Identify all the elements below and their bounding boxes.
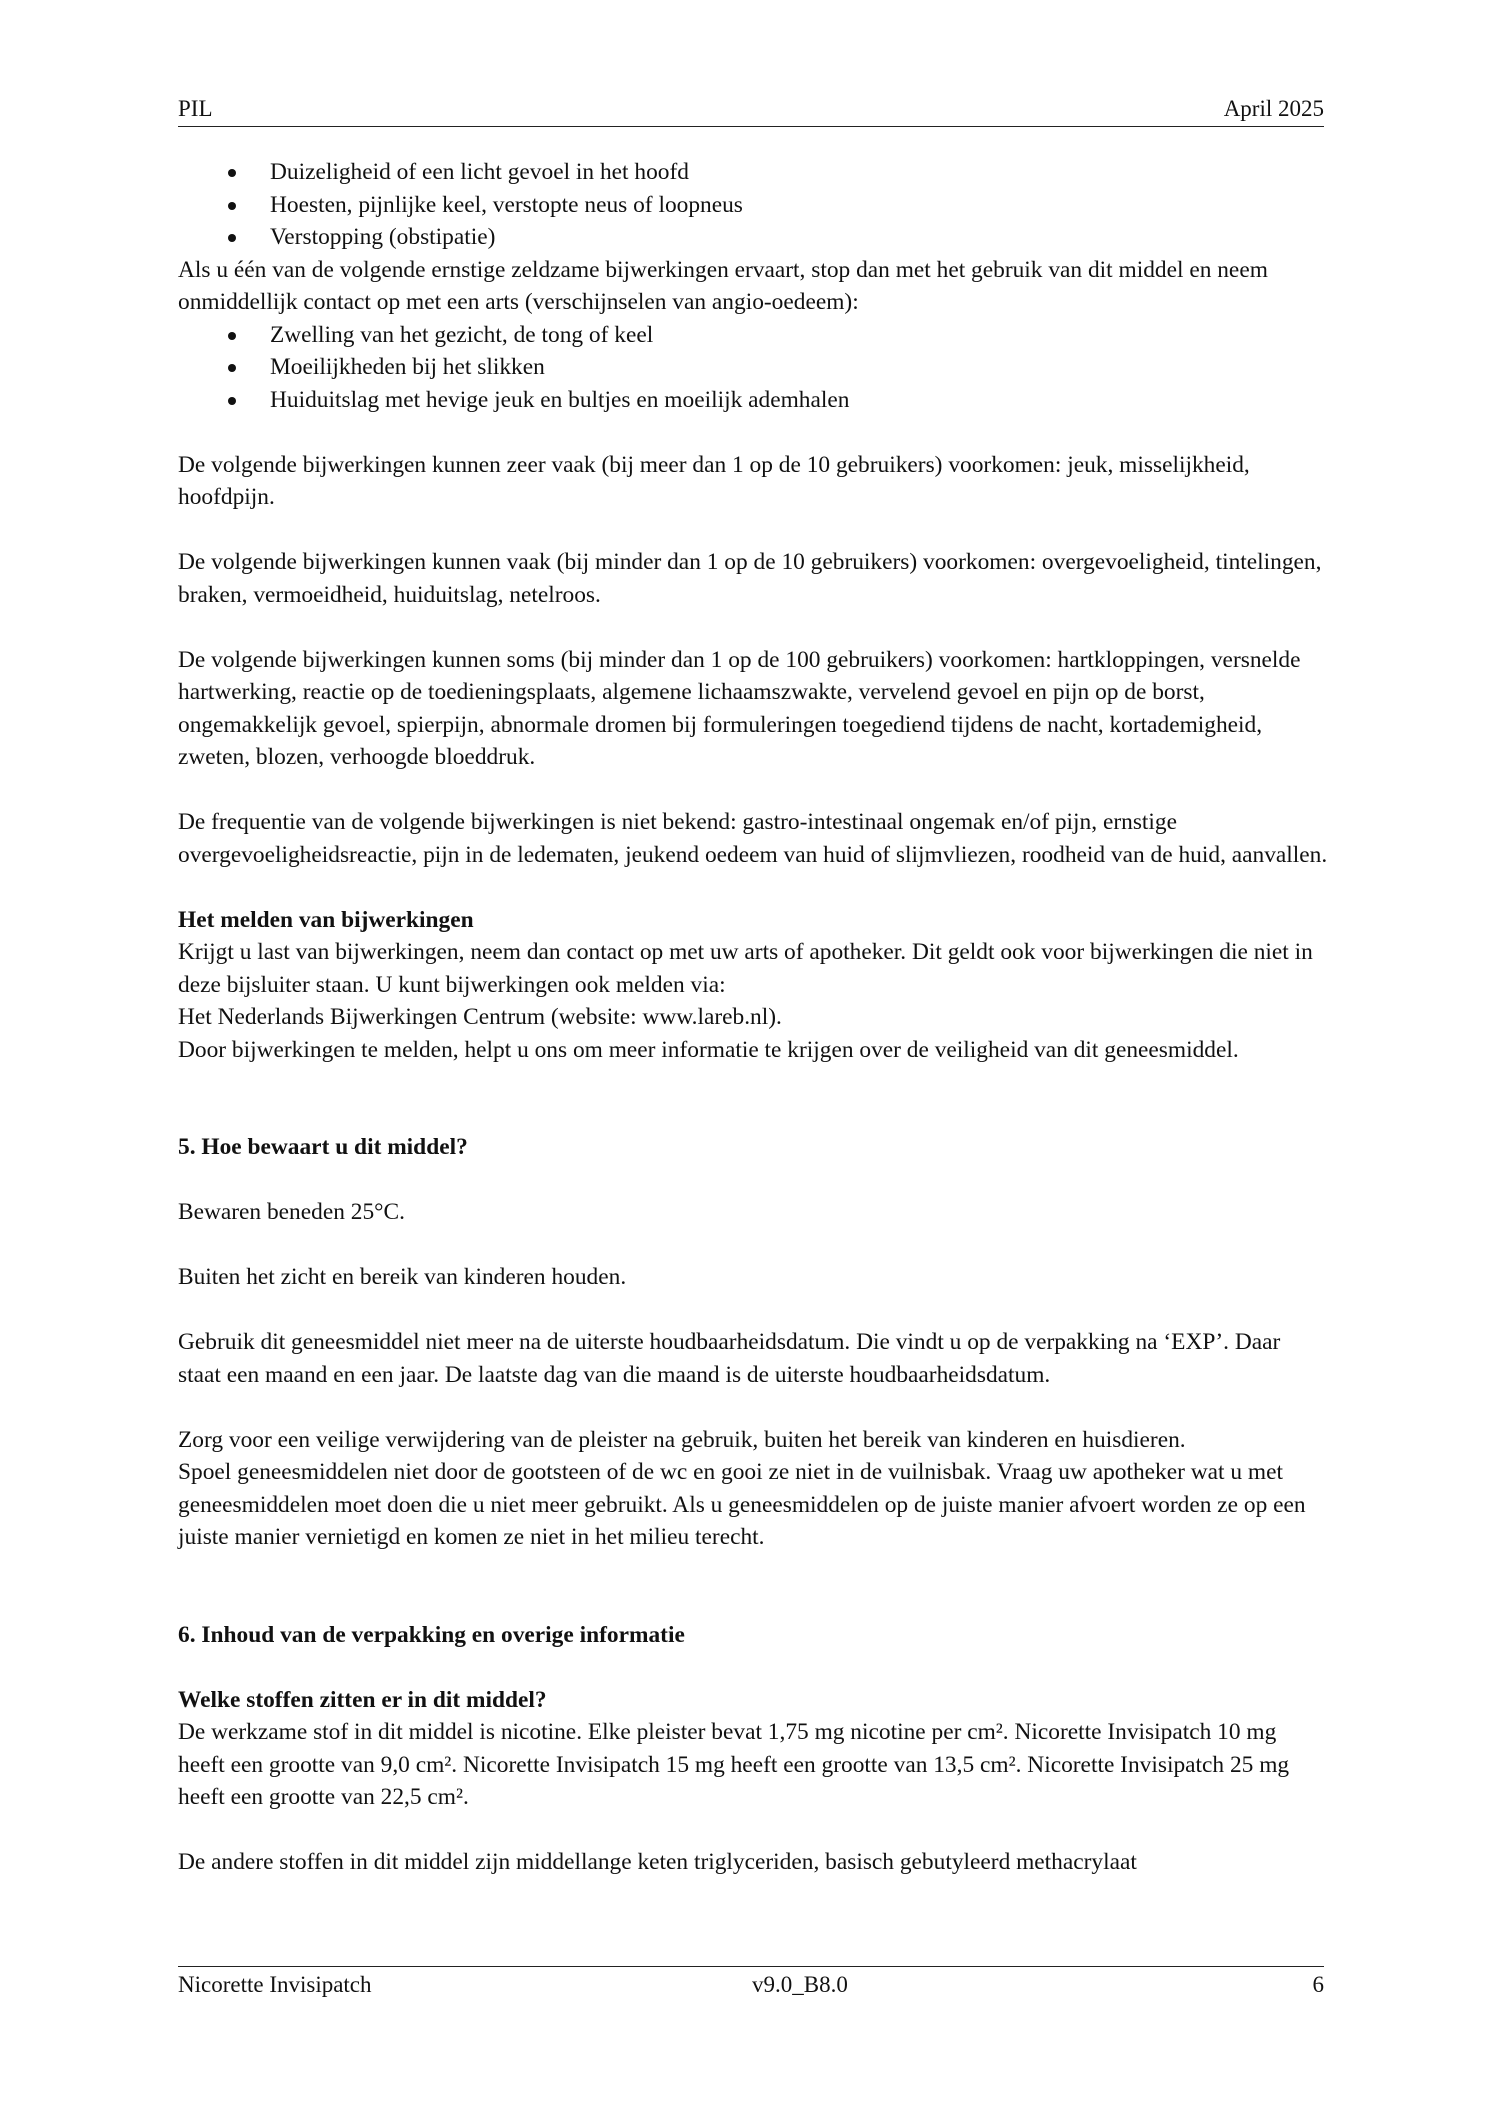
header-left: PIL [178,96,213,121]
bullet-icon [228,202,236,210]
page-content [178,156,1328,1879]
side-effects-list-top [178,156,1328,254]
list-item: Duizeligheid of een licht gevoel in het hoofd [178,156,1328,189]
common-paragraph: De volgende bijwerkingen kunnen vaak (bij minder dan 1 op de 10 gebruikers) voorkomen: overgevoeligheid, tintelingen, braken, vermoeidheid, huiduitslag, netelroos. [178,549,1322,608]
section-5-heading: 5. Hoe bewaart u dit middel? [178,1134,468,1160]
page-header [178,92,1324,126]
list-item: Huiduitslag met hevige jeuk en bultjes en moeilijk ademhalen [178,384,1328,417]
disposal-patch: Zorg voor een veilige verwijdering van de pleister na gebruik, buiten het bereik van kinderen en huisdieren. [178,1426,1186,1453]
bullet-icon [228,234,236,242]
uncommon-paragraph: De volgende bijwerkingen kunnen soms (bij minder dan 1 op de 100 gebruikers) voorkomen: hartkloppingen, versnelde hartwerking, reactie op de toedieningsplaats, algemene lichaamszwakte, vervelend gevoel en pijn op de borst, ongemakkelijk gevoel, spierpijn, abnormale dromen bij formuleringen toegediend tijdens de nacht, kortademigheid, zweten, blozen, verhoogde bloeddruk. [178,646,1301,770]
footer-version: v9.0_B8.0 [752,1972,848,1997]
reporting-heading: Het melden van bijwerkingen [178,906,474,933]
bullet-icon [228,332,236,340]
header-date: April 2025 [1223,96,1324,121]
header-divider [178,126,1324,127]
very-common-paragraph: De volgende bijwerkingen kunnen zeer vaak (bij meer dan 1 op de 10 gebruikers) voorkomen: jeuk, misselijkheid, hoofdpijn. [178,451,1250,510]
disposal-medicines: Spoel geneesmiddelen niet door de gootsteen of de wc en gooi ze niet in de vuilnisbak. Vraag uw apotheker wat u met geneesmiddelen moet doen die u niet meer gebruikt. Als u geneesmiddelen op de juiste manier afvoert worden ze op een juiste manier vernietigd en komen ze niet in het milieu terecht. [178,1459,1306,1550]
reporting-text: Krijgt u last van bijwerkingen, neem dan contact op met uw arts of apotheker. Dit geldt ook voor bijwerkingen die niet in deze bijsluiter staan. U kunt bijwerkingen ook melden via: [178,939,1313,998]
unknown-frequency-paragraph: De frequentie van de volgende bijwerkingen is niet bekend: gastro-intestinaal ongemak en/of pijn, ernstige overgevoeligheidsreactie, pijn in de ledematen, jeukend oedeem van huid of slijmvliezen, roodheid van de huid, aanvallen. [178,809,1328,868]
footer-divider [178,1966,1324,1967]
storage-children: Buiten het zicht en bereik van kinderen houden. [178,1264,627,1290]
list-item: Moeilijkheden bij het slikken [178,351,1328,384]
storage-temperature: Bewaren beneden 25°C. [178,1199,405,1225]
list-item: Zwelling van het gezicht, de tong of keel [178,319,1328,352]
list-item: Verstopping (obstipatie) [178,221,1328,254]
list-item: Hoesten, pijnlijke keel, verstopte neus of loopneus [178,189,1328,222]
bullet-icon [228,169,236,177]
page-footer [178,1968,1324,2002]
footer-product-name: Nicorette Invisipatch [178,1972,372,1997]
page-number: 6 [1312,1972,1324,1997]
bullet-icon [228,397,236,405]
active-substance-paragraph: De werkzame stof in dit middel is nicotine. Elke pleister bevat 1,75 mg nicotine per cm². Nicorette Invisipatch 10 mg heeft een grootte van 9,0 cm². Nicorette Invisipatch 15 mg heeft een grootte van 13,5 cm². Nicorette Invisipatch 25 mg heeft een grootte van 22,5 cm². [178,1719,1290,1810]
ingredients-heading: Welke stoffen zitten er in dit middel? [178,1686,547,1713]
serious-side-effects-list [178,319,1328,417]
reporting-benefit: Door bijwerkingen te melden, helpt u ons om meer informatie te krijgen over de veiligheid van dit geneesmiddel. [178,1036,1239,1063]
section-6-heading: 6. Inhoud van de verpakking en overige informatie [178,1621,685,1648]
serious-intro: Als u één van de volgende ernstige zeldzame bijwerkingen ervaart, stop dan met het gebruik van dit middel en neem onmiddellijk contact op met een arts (verschijnselen van angio-oedeem): [178,256,1268,315]
reporting-website: Het Nederlands Bijwerkingen Centrum (website: www.lareb.nl). [178,1004,782,1030]
expiry-paragraph: Gebruik dit geneesmiddel niet meer na de uiterste houdbaarheidsdatum. Die vindt u op de verpakking na ‘EXP’. Daar staat een maand en een jaar. De laatste dag van die maand is de uiterste houdbaarheidsdatum. [178,1329,1281,1388]
other-ingredients-paragraph: De andere stoffen in dit middel zijn middellange keten triglyceriden, basisch gebutyleerd methacrylaat [178,1849,1137,1875]
bullet-icon [228,364,236,372]
